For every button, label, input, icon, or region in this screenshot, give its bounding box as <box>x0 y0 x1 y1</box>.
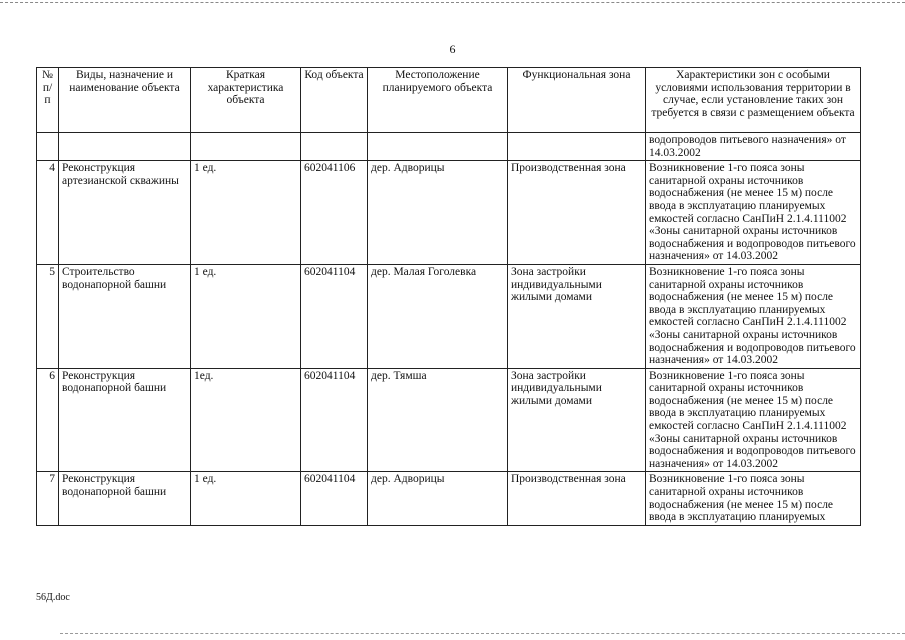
row-code: 602041104 <box>301 264 368 368</box>
header-zone: Функциональная зона <box>508 68 646 133</box>
row-name: Реконструкция артезианской скважины <box>59 161 191 265</box>
row-characteristic: 1 ед. <box>191 161 301 265</box>
row-location: дер. Адворицы <box>368 472 508 525</box>
table-row <box>37 368 861 472</box>
scan-bottom-edge <box>60 633 905 634</box>
continuation-row <box>37 133 861 161</box>
row-name: Строительство водонапорной башни <box>59 264 191 368</box>
table-row <box>37 472 861 525</box>
row-special: Возникновение 1-го пояса зоны санитарной охраны источников водоснабжения (не менее 15 м) после ввода в эксплуатацию планируемых емкостей согласно СанПиН 2.1.4.111002 «Зоны санитарной охраны источников водоснабжения и водопроводов питьевого назначения» от 14.03.2002 <box>646 264 861 368</box>
row-characteristic: 1ед. <box>191 368 301 472</box>
row-zone: Производственная зона <box>508 472 646 525</box>
table-row <box>37 264 861 368</box>
table-header-row <box>37 68 861 133</box>
header-special-zones: Характеристики зон с особыми условиями использования территории в случае, если установление таких зон требуется в связи с размещением объекта <box>646 68 861 133</box>
header-num: № п/п <box>37 68 59 133</box>
row-characteristic: 1 ед. <box>191 264 301 368</box>
row-location: дер. Малая Гоголевка <box>368 264 508 368</box>
page-number: 6 <box>449 42 456 56</box>
row-name: Реконструкция водонапорной башни <box>59 472 191 525</box>
continuation-text: водопроводов питьевого назначения» от 14.03.2002 <box>646 133 861 161</box>
row-code: 602041104 <box>301 472 368 525</box>
row-zone: Зона застройки индивидуальными жилыми домами <box>508 368 646 472</box>
row-zone: Зона застройки индивидуальными жилыми домами <box>508 264 646 368</box>
row-num: 5 <box>37 264 59 368</box>
header-code: Код объекта <box>301 68 368 133</box>
row-characteristic: 1 ед. <box>191 472 301 525</box>
row-special: Возникновение 1-го пояса зоны санитарной охраны источников водоснабжения (не менее 15 м) после ввода в эксплуатацию планируемых емкостей согласно СанПиН 2.1.4.111002 «Зоны санитарной охраны источников водоснабжения и водопроводов питьевого назначения» от 14.03.2002 <box>646 368 861 472</box>
row-name: Реконструкция водонапорной башни <box>59 368 191 472</box>
header-name: Виды, назначение и наименование объекта <box>59 68 191 133</box>
row-zone: Производственная зона <box>508 161 646 265</box>
row-special: Возникновение 1-го пояса зоны санитарной охраны источников водоснабжения (не менее 15 м) после ввода в эксплуатацию планируемых емкостей согласно СанПиН 2.1.4.111002 «Зоны санитарной охраны источников водоснабжения и водопроводов питьевого назначения» от 14.03.2002 <box>646 161 861 265</box>
row-special: Возникновение 1-го пояса зоны санитарной охраны источников водоснабжения (не менее 15 м) после ввода в эксплуатацию планируемых <box>646 472 861 525</box>
row-num: 4 <box>37 161 59 265</box>
row-code: 602041104 <box>301 368 368 472</box>
scan-top-edge <box>0 2 905 3</box>
row-code: 602041106 <box>301 161 368 265</box>
row-num: 7 <box>37 472 59 525</box>
row-location: дер. Тямша <box>368 368 508 472</box>
row-num: 6 <box>37 368 59 472</box>
footer-filename: 56Д.doc <box>36 592 70 603</box>
header-characteristic: Краткая характеристика объекта <box>191 68 301 133</box>
objects-table <box>36 67 861 526</box>
table-row <box>37 161 861 265</box>
header-location: Местоположение планируемого объекта <box>368 68 508 133</box>
row-location: дер. Адворицы <box>368 161 508 265</box>
